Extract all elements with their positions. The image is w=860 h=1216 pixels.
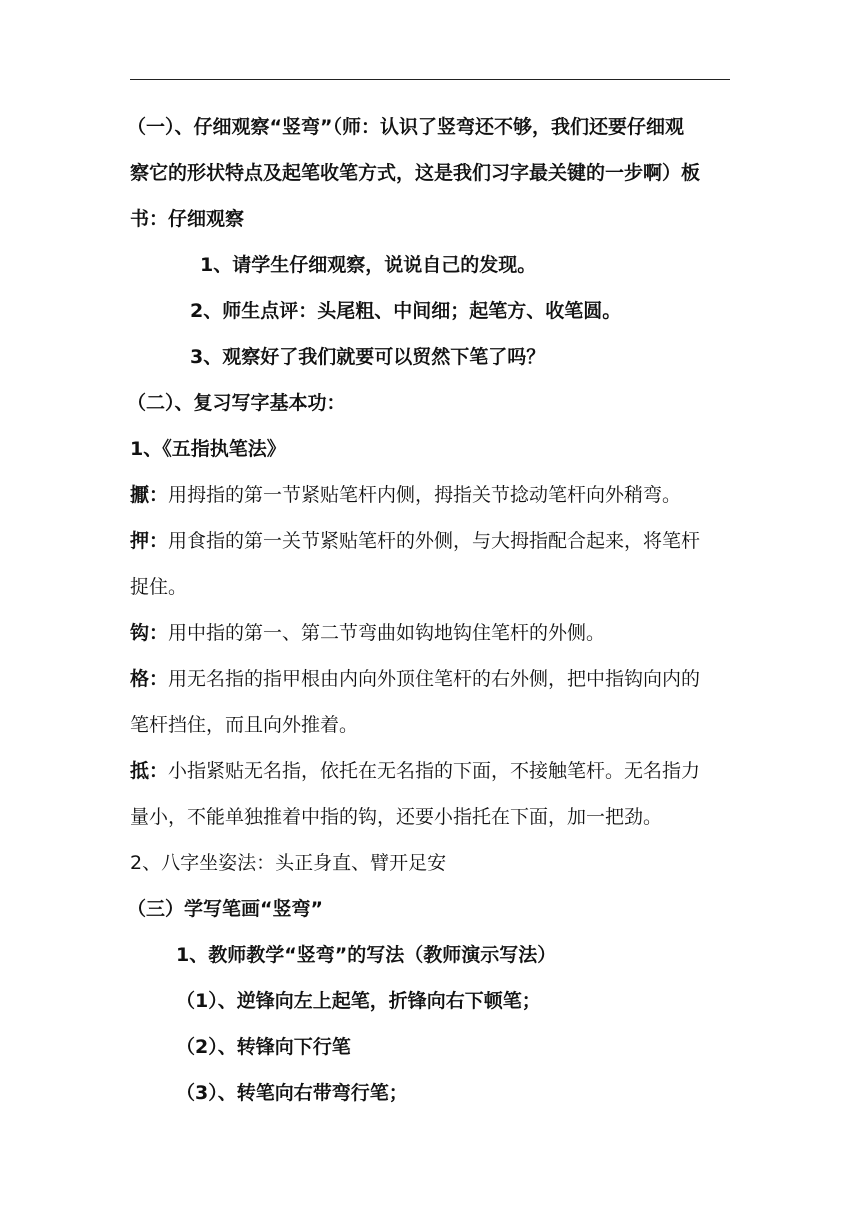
section1-item-1: 1、请学生仔细观察，说说自己的发现。 xyxy=(200,254,537,276)
finger-entry-ya xyxy=(130,518,732,564)
section1-heading-line2: 察它的形状特点及起笔收笔方式，这是我们习字最关键的一步啊）板 xyxy=(130,162,701,184)
finger-term: 格 xyxy=(130,668,150,690)
header-rule xyxy=(130,79,730,80)
section3-step-1: （1）、逆锋向左上起笔，折锋向右下顿笔； xyxy=(176,990,541,1012)
finger-term: 钩 xyxy=(130,622,150,644)
finger-description: 用食指的第一关节紧贴笔杆的外侧，与大拇指配合起来，将笔杆 xyxy=(168,530,701,552)
finger-entry-ye xyxy=(130,472,732,518)
section3-heading: （三）学写笔画“竖弯” xyxy=(127,898,323,920)
finger-description: 用拇指的第一节紧贴笔杆内侧，拇指关节捻动笔杆向外稍弯。 xyxy=(168,484,682,506)
section1-item-2: 2、师生点评：头尾粗、中间细；起笔方、收笔圆。 xyxy=(190,300,622,322)
term-separator: ： xyxy=(149,622,169,644)
term-separator: ： xyxy=(149,484,169,506)
section3-step-3: （3）、转笔向右带弯行笔； xyxy=(176,1082,408,1104)
finger-entry-di-cont: 量小，不能单独推着中指的钩，还要小指托在下面，加一把劲。 xyxy=(130,806,663,828)
finger-term: 擫 xyxy=(130,484,150,506)
term-separator: ： xyxy=(149,760,169,782)
finger-description: 用中指的第一、第二节弯曲如钩地钩住笔杆的外侧。 xyxy=(168,622,606,644)
term-separator: ： xyxy=(149,668,169,690)
section1-heading-line1: （一）、仔细观察“竖弯”（师：认识了竖弯还不够，我们还要仔细观 xyxy=(127,116,684,138)
section1-item-3: 3、观察好了我们就要可以贸然下笔了吗？ xyxy=(190,346,546,368)
finger-description: 用无名指的指甲根由内向外顶住笔杆的右外侧，把中指钩向内的 xyxy=(168,668,701,690)
finger-term: 抵 xyxy=(130,760,150,782)
section3-subheading: 1、教师教学“竖弯”的写法（教师演示写法） xyxy=(176,944,557,966)
section1-heading-line3: 书：仔细观察 xyxy=(130,208,245,230)
finger-entry-ge xyxy=(130,656,732,702)
document-body xyxy=(127,104,732,1116)
posture-line: 2、八字坐姿法：头正身直、臂开足安 xyxy=(130,852,447,874)
finger-entry-ya-cont: 捉住。 xyxy=(130,576,188,598)
finger-description: 小指紧贴无名指，依托在无名指的下面，不接触笔杆。无名指力 xyxy=(168,760,701,782)
finger-entry-ge-cont: 笔杆挡住，而且向外推着。 xyxy=(130,714,359,736)
section3-step-2: （2）、转锋向下行笔 xyxy=(176,1036,351,1058)
term-separator: ： xyxy=(149,530,169,552)
section2-subheading: 1、《五指执笔法》 xyxy=(130,438,286,460)
finger-entry-gou xyxy=(130,610,732,656)
finger-entry-di xyxy=(130,748,732,794)
section2-heading: （二）、复习写字基本功： xyxy=(127,392,346,414)
finger-term: 押 xyxy=(130,530,150,552)
